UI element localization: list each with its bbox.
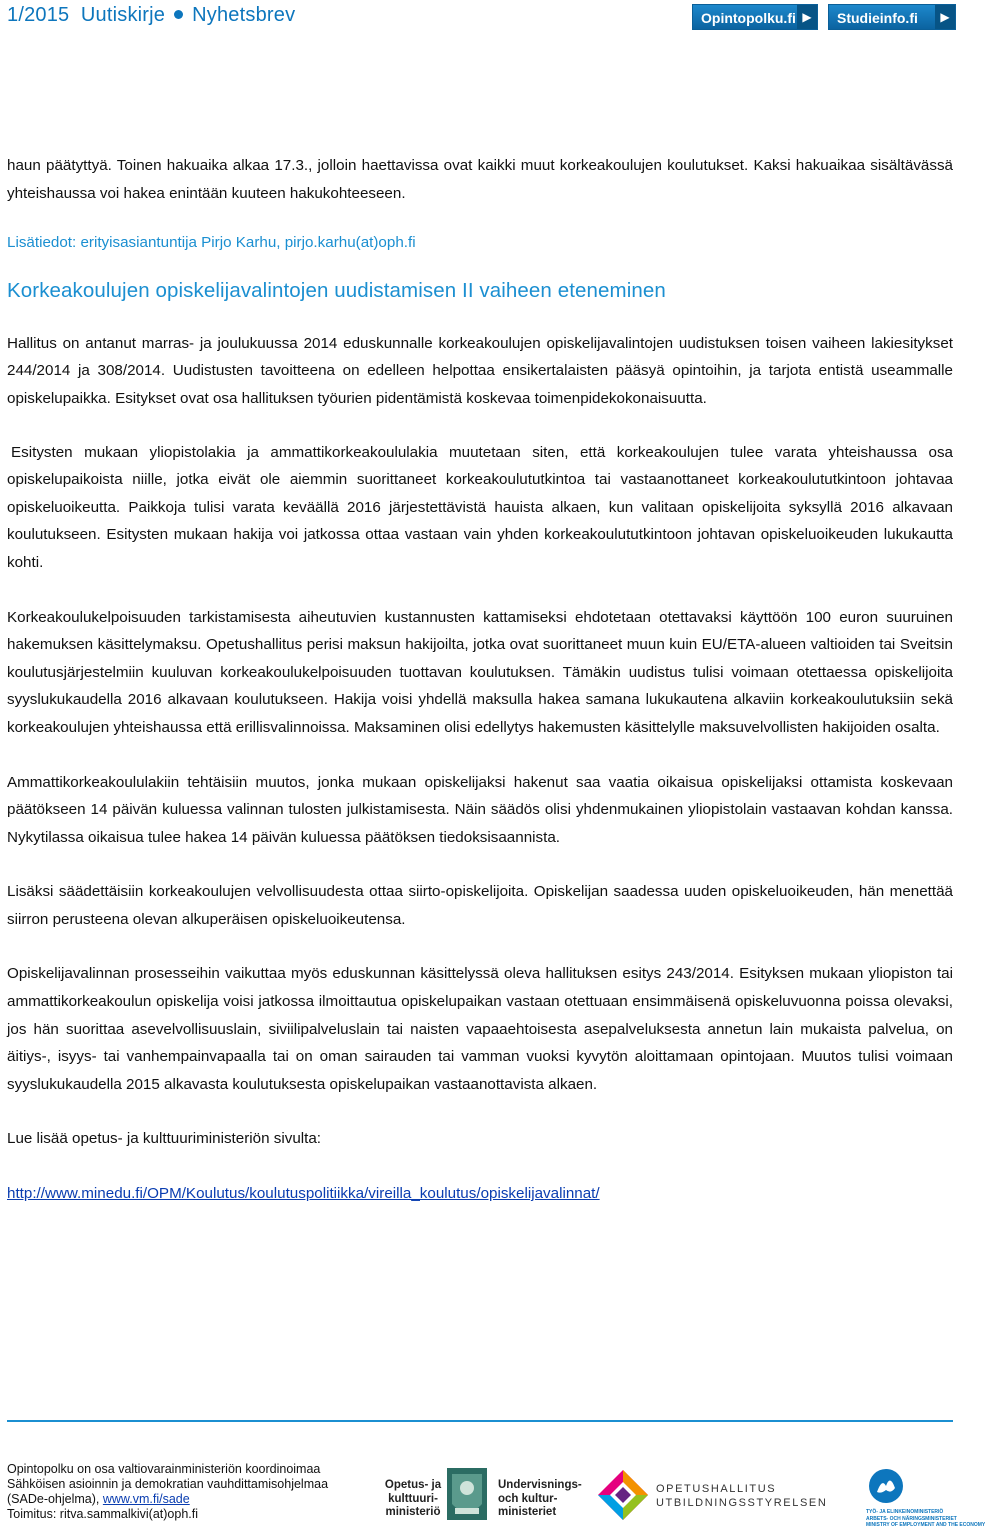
tem-line: ARBETS- OCH NÄRINGSMINISTERIET xyxy=(866,1515,957,1522)
newsletter-header xyxy=(0,0,960,40)
tem-line: TYÖ- JA ELINKEINOMINISTERIÖ xyxy=(866,1509,944,1515)
okm-emblem-icon xyxy=(444,1464,490,1524)
article-body xyxy=(7,152,953,1208)
okm-line: ministeriet xyxy=(498,1506,557,1518)
tem-line: MINISTRY OF EMPLOYMENT AND THE ECONOMY xyxy=(866,1522,985,1528)
minedu-link[interactable]: http://www.minedu.fi/OPM/Koulutus/koulutuspolitiikka/vireilla_koulutus/opiskelijavalinnat/ xyxy=(7,1185,600,1203)
okm-name-sv xyxy=(498,1479,582,1520)
paragraph-6: Opiskelijavalinnan prosesseihin vaikuttaa myös eduskunnan käsittelyssä oleva hallituksen esitys 243/2014. Esityksen mukaan yliopiston tai ammattikorkeakoulun opiskelija voisi jatkossa ilmoittautua opiskelupaikan vastaan otettuaan ensimmäisenä opiskeluvuonna poissa olevaksi, jos hän suorittaa asevelvollisuuslain, siviilipalveluslain tai naisten vapaaehtoisesta asepalveluksesta annetun lain mukaista palvelua, on äitiys-, isyys- tai vanhempainvapaalla tai on oman sairauden tai vamman vuoksi kyvytön aloittamaan opintojaan. Muutos tulisi voimaan syyslukukaudella 2015 alkavasta koulutuksesta opiskelupaikan vastaanottavista alkaen. xyxy=(7,965,953,1093)
issue-number: 1/2015 xyxy=(7,4,70,26)
oph-line: OPETUSHALLITUS xyxy=(656,1483,777,1495)
opintopolku-label: Opintopolku.fi xyxy=(701,10,796,26)
okm-line: kulttuuri- xyxy=(388,1492,438,1505)
title-sv: Nyhetsbrev xyxy=(192,4,296,26)
tem-name xyxy=(866,1509,985,1529)
contact-info: Lisätiedot: erityisasiantuntija Pirjo Karhu, pirjo.karhu(at)oph.fi xyxy=(7,234,416,252)
okm-name-fi xyxy=(384,1479,442,1520)
footer-line: Sähköisen asioinnin ja demokratian vauhdittamisohjelmaa xyxy=(7,1477,329,1491)
okm-line: och kultur- xyxy=(498,1492,558,1505)
newsletter-title xyxy=(7,4,295,27)
paragraph-3: Korkeakoulukelpoisuuden tarkistamisesta aiheutuvien kustannusten kattamiseksi ehdotetaan otettavaksi käyttöön 100 euron suuruinen hakemuksen käsittelymaksu. Opetushallitus perisi maksun hakijoilta, jotka ovat suorittaneet muun kuin EU/ETA-alueen valtioiden tai Sveitsin koulutusjärjestelmiin kuuluvan korkeakoulukelpoisuuden tuottavan koulutuksen. Tämäkin uudistus tulisi voimaan otettaessa opiskelijoita syyslukukaudella 2016 alkavaan koulutukseen. Hakija voisi yhdellä maksulla hakea samana lukukautena alkaviin korkeakoulutuksiin sekä korkeakoulujen yhteishaussa että erillisvalinnoissa. Maksaminen olisi edellytys hakemusten käsittelylle maksuvelvollisten hakijoiden osalta. xyxy=(7,608,953,736)
paragraph-5: Lisäksi säädettäisiin korkeakoulujen velvollisuudesta ottaa siirto-opiskelijoita. Opiskelijan saadessa uuden opiskeluoikeuden, hän menettää siirron perusteena olevan alkuperäisen opiskeluoikeutensa. xyxy=(7,883,953,928)
title-fi: Uutiskirje xyxy=(80,4,166,26)
okm-line: ministeriö xyxy=(385,1506,441,1518)
oph-logo-icon xyxy=(596,1468,650,1522)
footer-line: (SADe-ohjelma), xyxy=(7,1492,100,1506)
opintopolku-button[interactable] xyxy=(692,4,818,30)
okm-line: Undervisnings- xyxy=(498,1479,582,1491)
bullet-dot-icon xyxy=(174,10,183,19)
footer-divider xyxy=(7,1420,953,1422)
studieinfo-button[interactable] xyxy=(828,4,956,30)
tem-lion-icon xyxy=(866,1466,906,1506)
article-heading: Korkeakoulujen opiskelijavalintojen uudistamisen II vaiheen eteneminen xyxy=(7,278,666,302)
footer-editor: Toimitus: ritva.sammalkivi(at)oph.fi xyxy=(7,1507,199,1521)
footer xyxy=(0,1420,985,1533)
chevron-right-icon: ▶ xyxy=(797,5,817,29)
paragraph-2: Esitysten mukaan yliopistolakia ja ammattikorkeakoululakia muutetaan siten, että korkeakoulujen tulee varata yhteishaussa osa opiskelupaikoista niille, jotka eivät ole aiemmin suorittaneet korkeakoulututkintoa tai vastaanottaneet korkeakoulututkintoon johtavaa opiskeluoikeutta. Paikkoja tulisi varata keväällä 2016 järjestettävistä hauista alkaen, kun valitaan opiskelijoita syksyllä 2016 alkavaan koulutukseen. Esitysten mukaan hakija voi jatkossa ottaa vastaan vain yhden korkeakoulututkintoon johtavan opiskeluoikeuden lukukautta kohti. xyxy=(7,443,953,571)
intro-paragraph: haun päätyttyä. Toinen hakuaika alkaa 17.3., jolloin haettavissa ovat kaikki muut korkeakoulujen koulutukset. Kaksi hakuaikaa sisältävässä yhteishaussa voi hakea enintään kuuteen hakukohteeseen. xyxy=(7,157,953,202)
paragraph-1: Hallitus on antanut marras- ja joulukuussa 2014 eduskunnalle korkeakoulujen opiskelijavalintojen uudistuksen toisen vaiheen lakiesitykset 244/2014 ja 308/2014. Uudistusten tavoitteena on edelleen helpottaa ensikertalaisten pääsyä opintoihin, ja tarjota entistä useammalle opiskelupaikka. Esitykset ovat osa hallituksen työurien pidentämistä koskevaa toimenpidekokonaisuutta. xyxy=(7,334,953,407)
okm-line: Opetus- ja xyxy=(384,1479,442,1491)
oph-line: UTBILDNINGSSTYRELSEN xyxy=(656,1497,828,1509)
paragraph-4: Ammattikorkeakoululakiin tehtäisiin muutos, jonka mukaan opiskelijaksi hakenut saa vaatia oikaisua opiskelijaksi ottamista koskevaan päätökseen 14 päivän kuluessa valinnan tulosten julkistamisesta. Näin säädös olisi yhdenmukainen yliopistolain vastaavan kohdan kanssa. Nykytilassa oikaisua tulee hakea 14 päivän kuluessa päätöksen tiedoksisaannista. xyxy=(7,773,953,846)
vm-sade-link[interactable]: www.vm.fi/sade xyxy=(102,1492,190,1506)
oph-name xyxy=(656,1482,827,1510)
read-more-label: Lue lisää opetus- ja kulttuuriministeriön sivulta: xyxy=(7,1130,322,1148)
studieinfo-label: Studieinfo.fi xyxy=(837,10,918,26)
footer-line: Opintopolku on osa valtiovarainministeriön koordinoimaa xyxy=(7,1462,321,1476)
chevron-right-icon: ▶ xyxy=(935,5,955,29)
footer-text xyxy=(7,1462,328,1522)
